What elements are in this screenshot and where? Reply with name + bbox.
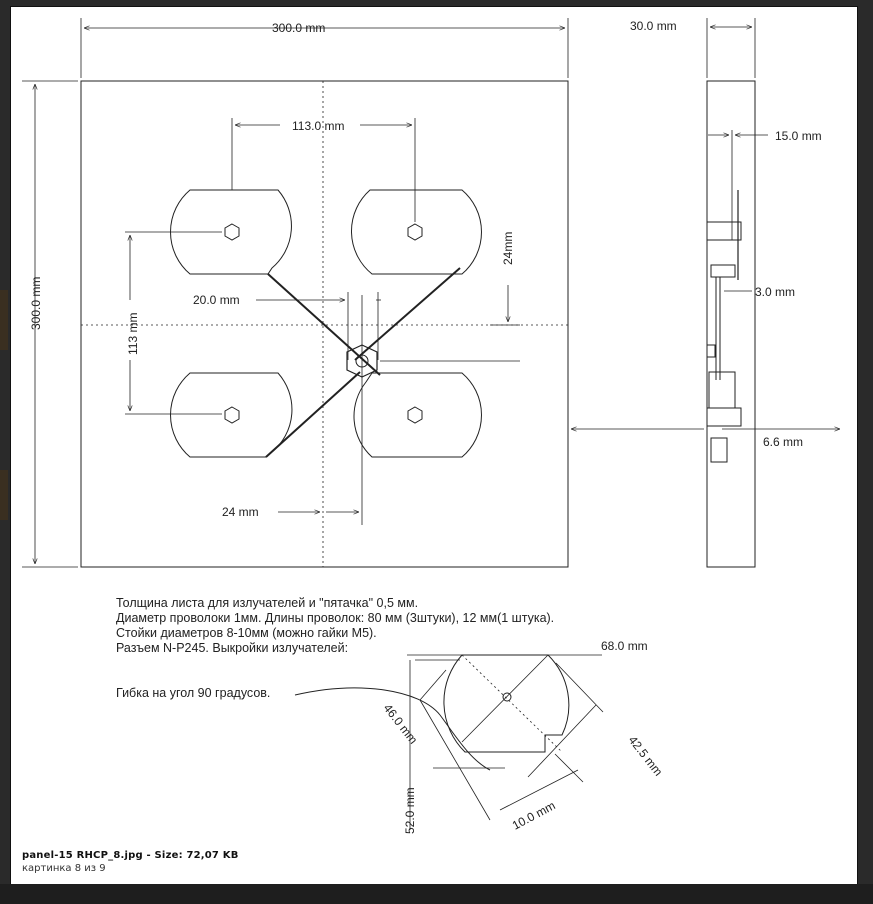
- front-view: [22, 18, 568, 567]
- pattern-view: [295, 655, 603, 833]
- feed-wire-2: [355, 268, 460, 360]
- standoff-bottom-left: [225, 407, 239, 423]
- note-line-1: Толщина листа для излучателей и "пятачка" 0,5 мм.: [116, 596, 419, 610]
- front-height-label: 300.0 mm: [29, 276, 43, 330]
- standoff-top-left: [225, 224, 239, 240]
- patch-bottom-left: [171, 373, 292, 457]
- horizontal-spacing-label: 113.0 mm: [292, 119, 345, 133]
- side-view: [571, 18, 840, 567]
- patch-top-right: [351, 190, 481, 274]
- note-line-3: Стойки диаметров 8-10мм (можно гайки М5).: [116, 626, 377, 640]
- vertical-spacing-label: 113 mm: [126, 312, 140, 355]
- image-counter-label: картинка 8 из 9: [22, 863, 106, 874]
- front-width-label: 300.0 mm: [272, 21, 326, 35]
- patch-gap-label: 20.0 mm: [193, 293, 240, 307]
- pattern-height-label: 52.0 mm: [403, 787, 417, 834]
- radiator-pattern: [444, 655, 569, 752]
- image-caption: [22, 850, 239, 874]
- note-line-4: Разъем N-P245. Выкройки излучателей:: [116, 641, 349, 655]
- side-thickness-label: 30.0 mm: [630, 19, 677, 33]
- side-gap-top-label: 15.0 mm: [775, 129, 822, 143]
- bend-note: Гибка на угол 90 градусов.: [116, 686, 271, 700]
- side-gap-mid-label: 3.0 mm: [755, 285, 796, 299]
- feed-wire-3: [266, 372, 360, 457]
- note-line-2: Диаметр проволоки 1мм. Длины проволок: 80 мм (3штуки), 12 мм(1 штука).: [116, 611, 555, 625]
- bend-leader-line: [295, 688, 490, 770]
- pattern-side-label: 46.0 mm: [380, 701, 421, 747]
- pattern-diag-label: 42.5 mm: [625, 733, 666, 779]
- file-info-label: panel-15 RHCP_8.jpg - Size: 72,07 KB: [22, 850, 239, 861]
- standoff-top-right: [408, 224, 422, 240]
- feed-wire-1: [268, 274, 380, 375]
- pattern-width-label: 68.0 mm: [601, 639, 648, 653]
- viewer-bottom-bar: [0, 884, 873, 904]
- side-plate: [707, 81, 755, 567]
- patch-bottom-right: [354, 373, 481, 457]
- pattern-tab-label: 10.0 mm: [509, 798, 558, 833]
- offset-horizontal-label: 24 mm: [222, 505, 259, 519]
- offset-vertical-label: 24mm: [501, 231, 515, 265]
- side-gap-bottom-label: 6.6 mm: [763, 435, 804, 449]
- standoff-bottom-right: [408, 407, 422, 423]
